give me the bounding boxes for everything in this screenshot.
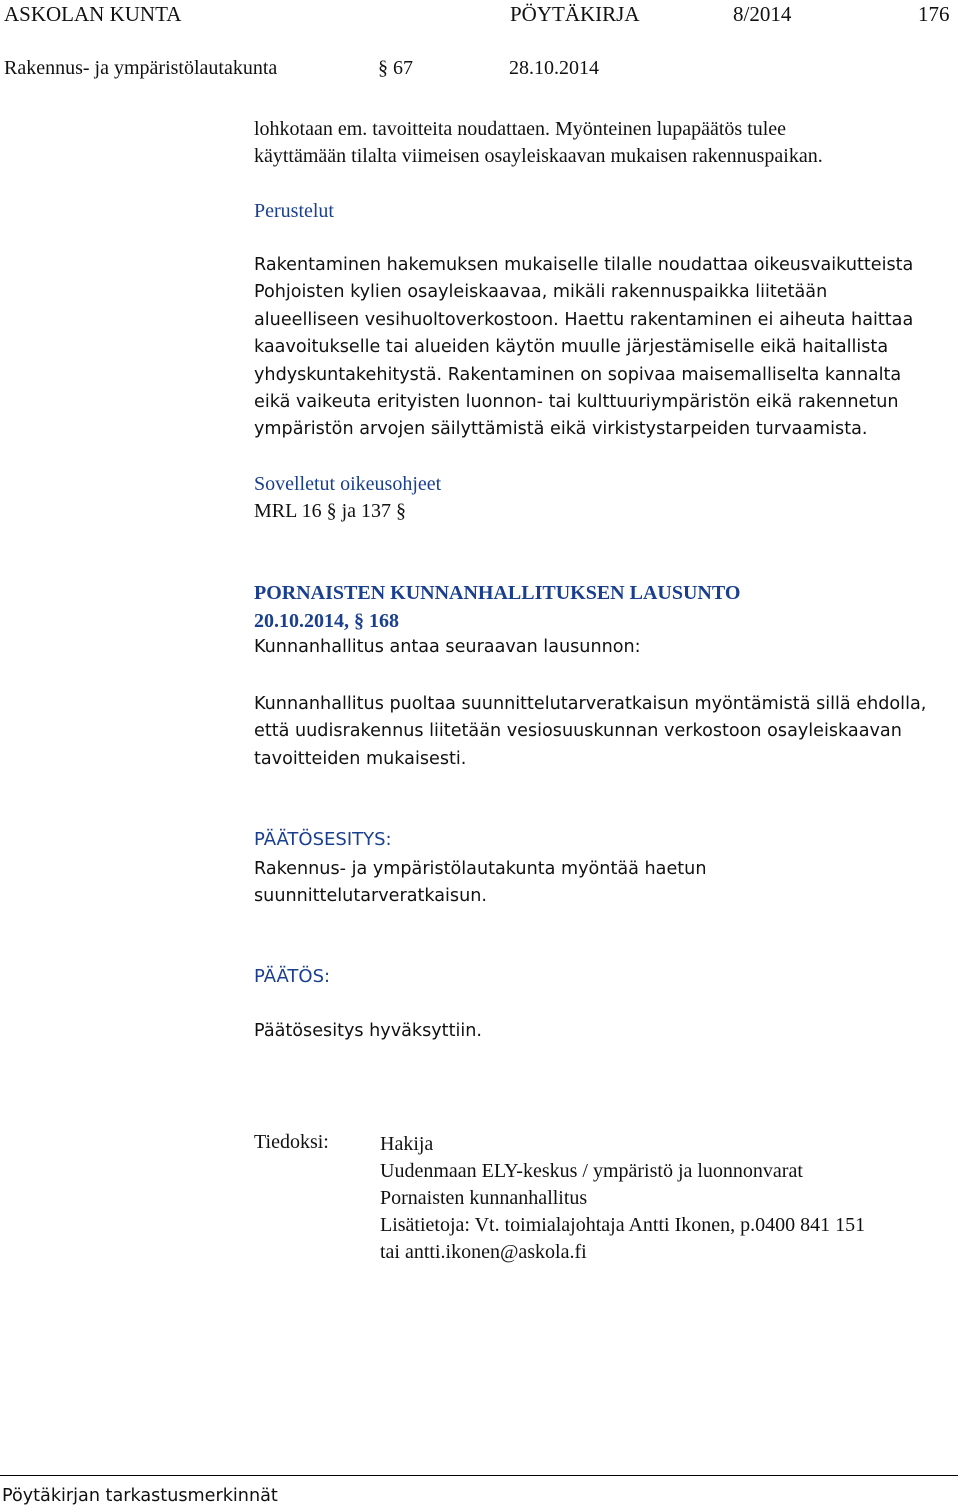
page-number: 176 <box>918 2 950 26</box>
perustelut-line: alueelliseen vesihuoltoverkostoon. Haettu rakentaminen ei aiheuta haittaa <box>254 309 914 330</box>
lausunto-line: tavoitteiden mukaisesti. <box>254 748 467 769</box>
tiedoksi-label: Tiedoksi: <box>254 1131 329 1153</box>
perustelut-line: Rakentaminen hakemuksen mukaiselle tilalle noudattaa oikeusvaikutteista <box>254 255 914 275</box>
recipient-item: Uudenmaan ELY-keskus / ympäristö ja luonnonvarat <box>380 1160 803 1182</box>
perustelut-line: ympäristön arvojen säilyttämistä eikä virkistystarpeiden turvaamista. <box>254 419 868 440</box>
intro-line: lohkotaan em. tavoitteita noudattaen. Myönteinen lupapäätös tulee <box>254 118 787 140</box>
perustelut-heading: Perustelut <box>254 200 334 222</box>
paatosesitys-heading: PÄÄTÖSESITYS: <box>254 829 392 850</box>
footer-text: Pöytäkirjan tarkastusmerkinnät <box>2 1486 278 1506</box>
sovelletut-heading: Sovelletut oikeusohjeet <box>254 473 442 495</box>
recipient-item: tai antti.ikonen@askola.fi <box>380 1241 587 1263</box>
lausunto-heading: PORNAISTEN KUNNANHALLITUKSEN LAUSUNTO <box>254 582 741 604</box>
perustelut-line: yhdyskuntakehitystä. Rakentaminen on sopivaa maisemalliselta kannalta <box>254 364 902 385</box>
perustelut-line: Pohjoisten kylien osayleiskaavaa, mikäli rakennuspaikka liitetään <box>254 282 828 303</box>
intro-line: käyttämään tilalta viimeisen osayleiskaavan mukaisen rakennuspaikan. <box>254 145 823 167</box>
organization-name: ASKOLAN KUNTA <box>4 2 182 26</box>
paatosesitys-line: suunnittelutarveratkaisun. <box>254 886 487 907</box>
document-number: 8/2014 <box>733 2 792 26</box>
paatosesitys-text <box>254 856 706 911</box>
section-number <box>378 57 413 80</box>
perustelut-line: eikä vaikeuta erityisten luonnon- tai kulttuuriympäristön eikä rakennetun <box>254 392 899 413</box>
lausunto-line: että uudisrakennus liitetään vesiosuuskunnan verkostoon osayleiskaavan <box>254 721 902 742</box>
paatos-heading: PÄÄTÖS: <box>254 966 331 987</box>
committee-name: Rakennus- ja ympäristölautakunta <box>4 57 278 79</box>
lausunto-body <box>254 691 926 773</box>
footer-divider <box>0 1475 958 1476</box>
meeting-date: 28.10.2014 <box>509 57 599 79</box>
lausunto-date: 20.10.2014, § 168 <box>254 610 399 632</box>
perustelut-text <box>254 252 913 444</box>
intro-text <box>254 116 823 170</box>
lausunto-line: Kunnanhallitus puoltaa suunnittelutarveratkaisun myöntämistä sillä ehdolla, <box>254 694 927 714</box>
recipient-item: Lisätietoja: Vt. toimialajohtaja Antti Ikonen, p.0400 841 151 <box>380 1214 866 1236</box>
document-type: PÖYTÄKIRJA <box>510 2 640 26</box>
sovelletut-text: MRL 16 § ja 137 § <box>254 500 407 522</box>
section-sign-icon: § <box>378 57 388 79</box>
paatos-text: Päätösesitys hyväksyttiin. <box>254 1021 482 1041</box>
section-number-value: 67 <box>393 57 413 79</box>
recipient-item: Hakija <box>380 1133 434 1155</box>
paatosesitys-line: Rakennus- ja ympäristölautakunta myöntää haetun <box>254 859 707 879</box>
perustelut-line: kaavoitukselle tai alueiden käytön muulle järjestämiselle eikä haitallista <box>254 337 889 358</box>
recipient-item: Pornaisten kunnanhallitus <box>380 1187 588 1209</box>
lausunto-intro: Kunnanhallitus antaa seuraavan lausunnon: <box>254 637 641 657</box>
tiedoksi-recipients <box>380 1131 865 1266</box>
